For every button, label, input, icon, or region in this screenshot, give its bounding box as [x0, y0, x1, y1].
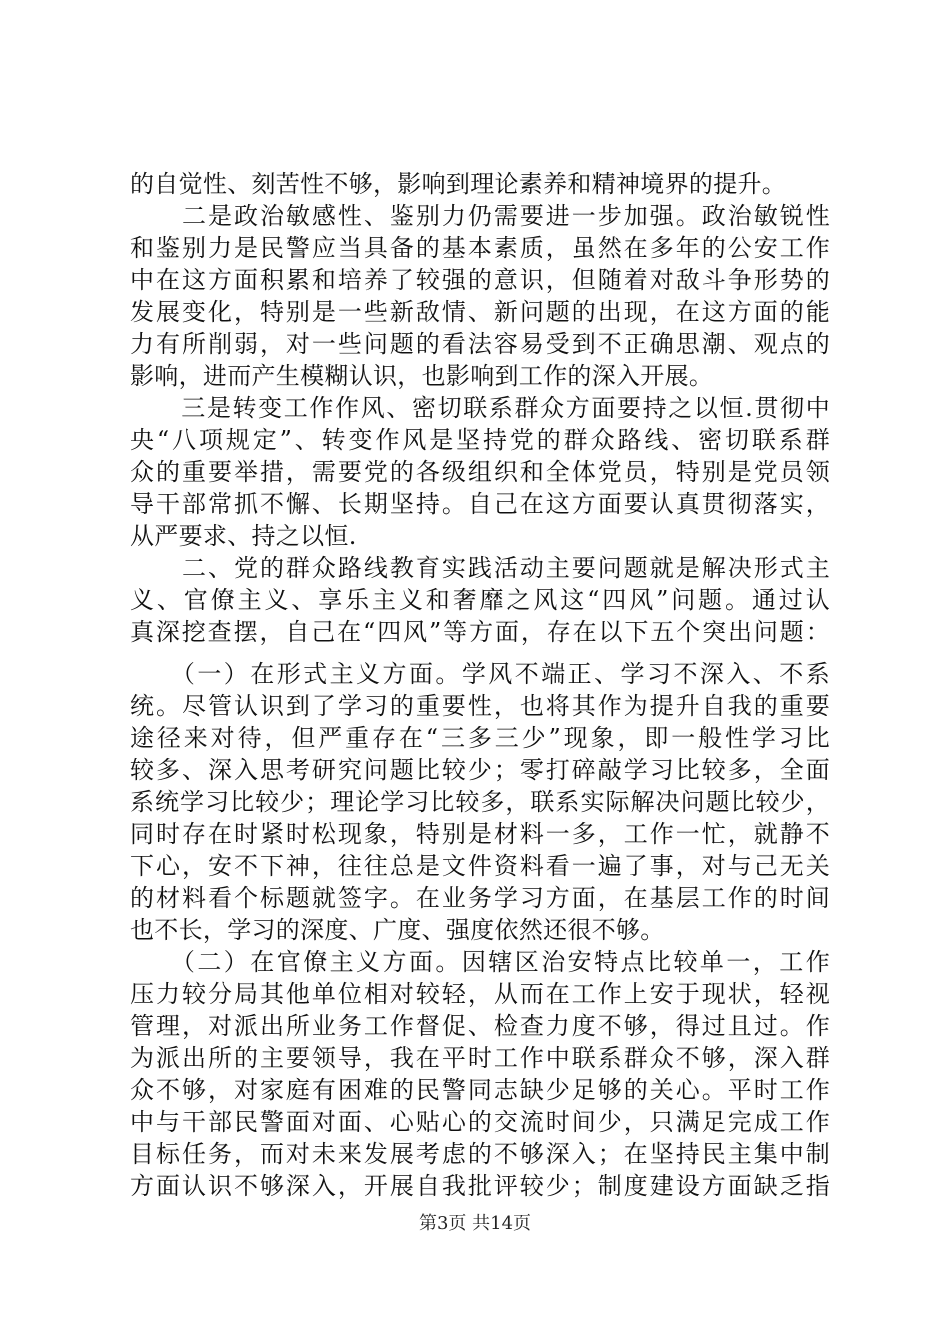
text-line: 力有所削弱，对一些问题的看法容易受到不正确思潮、观点的 — [130, 330, 830, 358]
paragraph — [130, 658, 830, 946]
paragraph — [130, 200, 830, 392]
text-line: 下心，安不下神，往往总是文件资料看一遍了事，对与己无关 — [130, 852, 830, 880]
text-line: 方面认识不够深入，开展自我批评较少；制度建设方面缺乏指 — [130, 1172, 830, 1200]
text-line: 央“八项规定”、转变作风是坚持党的群众路线、密切联系群 — [130, 426, 830, 454]
text-line: 管理，对派出所业务工作督促、检查力度不够，得过且过。作 — [130, 1012, 830, 1040]
text-line: 较多、深入思考研究问题比较少；零打碎敲学习比较多，全面 — [130, 756, 830, 784]
text-line: 众的重要举措，需要党的各级组织和全体党员，特别是党员领 — [130, 458, 830, 486]
text-line: 导干部常抓不懈、长期坚持。自己在这方面要认真贯彻落实， — [130, 490, 830, 518]
text-line: （一）在形式主义方面。学风不端正、学习不深入、不系 — [130, 660, 830, 688]
text-line: 系统学习比较少；理论学习比较多，联系实际解决问题比较少， — [130, 788, 830, 816]
text-line: 和鉴别力是民警应当具备的基本素质，虽然在多年的公安工作 — [130, 234, 830, 262]
text-line: 二、党的群众路线教育实践活动主要问题就是解决形式主 — [130, 554, 830, 582]
text-line: 压力较分局其他单位相对较轻，从而在工作上安于现状，轻视 — [130, 980, 830, 1008]
body-text-bottom — [130, 658, 830, 1202]
text-line: 也不长，学习的深度、广度、强度依然还很不够。 — [130, 916, 665, 944]
text-line: 的材料看个标题就签字。在业务学习方面，在基层工作的时间 — [130, 884, 830, 912]
text-line: 目标任务，而对未来发展考虑的不够深入；在坚持民主集中制 — [130, 1140, 830, 1168]
text-line: （二）在官僚主义方面。因辖区治安特点比较单一，工作 — [130, 948, 830, 976]
text-line: 途径来对待，但严重存在“三多三少”现象，即一般性学习比 — [130, 724, 830, 752]
text-line: 众不够，对家庭有困难的民警同志缺少足够的关心。平时工作 — [130, 1076, 830, 1104]
text-line: 为派出所的主要领导，我在平时工作中联系群众不够，深入群 — [130, 1044, 830, 1072]
text-line: 统。尽管认识到了学习的重要性，也将其作为提升自我的重要 — [130, 692, 830, 720]
text-line: 发展变化，特别是一些新敌情、新问题的出现，在这方面的能 — [130, 298, 830, 326]
text-line: 的自觉性、刻苦性不够，影响到理论素养和精神境界的提升。 — [130, 170, 787, 198]
page-number: 第3页 共14页 — [418, 1213, 532, 1234]
text-line: 从严要求、持之以恒. — [130, 522, 357, 550]
text-line: 同时存在时紧时松现象，特别是材料一多，工作一忙，就静不 — [130, 820, 830, 848]
text-line: 义、官僚主义、享乐主义和奢靡之风这“四风”问题。通过认 — [130, 586, 830, 614]
text-line: 真深挖查摆，自己在“四风”等方面，存在以下五个突出问题： — [130, 618, 830, 646]
text-line: 二是政治敏感性、鉴别力仍需要进一步加强。政治敏锐性 — [130, 202, 830, 230]
paragraph — [130, 946, 830, 1202]
text-line: 影响，进而产生模糊认识，也影响到工作的深入开展。 — [130, 362, 714, 390]
body-text-top — [130, 168, 830, 648]
text-line: 中在这方面积累和培养了较强的意识，但随着对敌斗争形势的 — [130, 266, 830, 294]
text-line: 中与干部民警面对面、心贴心的交流时间少，只满足完成工作 — [130, 1108, 830, 1136]
paragraph — [130, 168, 830, 200]
page-footer — [0, 1212, 950, 1236]
text-line: 三是转变工作作风、密切联系群众方面要持之以恒.贯彻中 — [130, 394, 830, 422]
paragraph — [130, 552, 830, 648]
paragraph — [130, 392, 830, 552]
